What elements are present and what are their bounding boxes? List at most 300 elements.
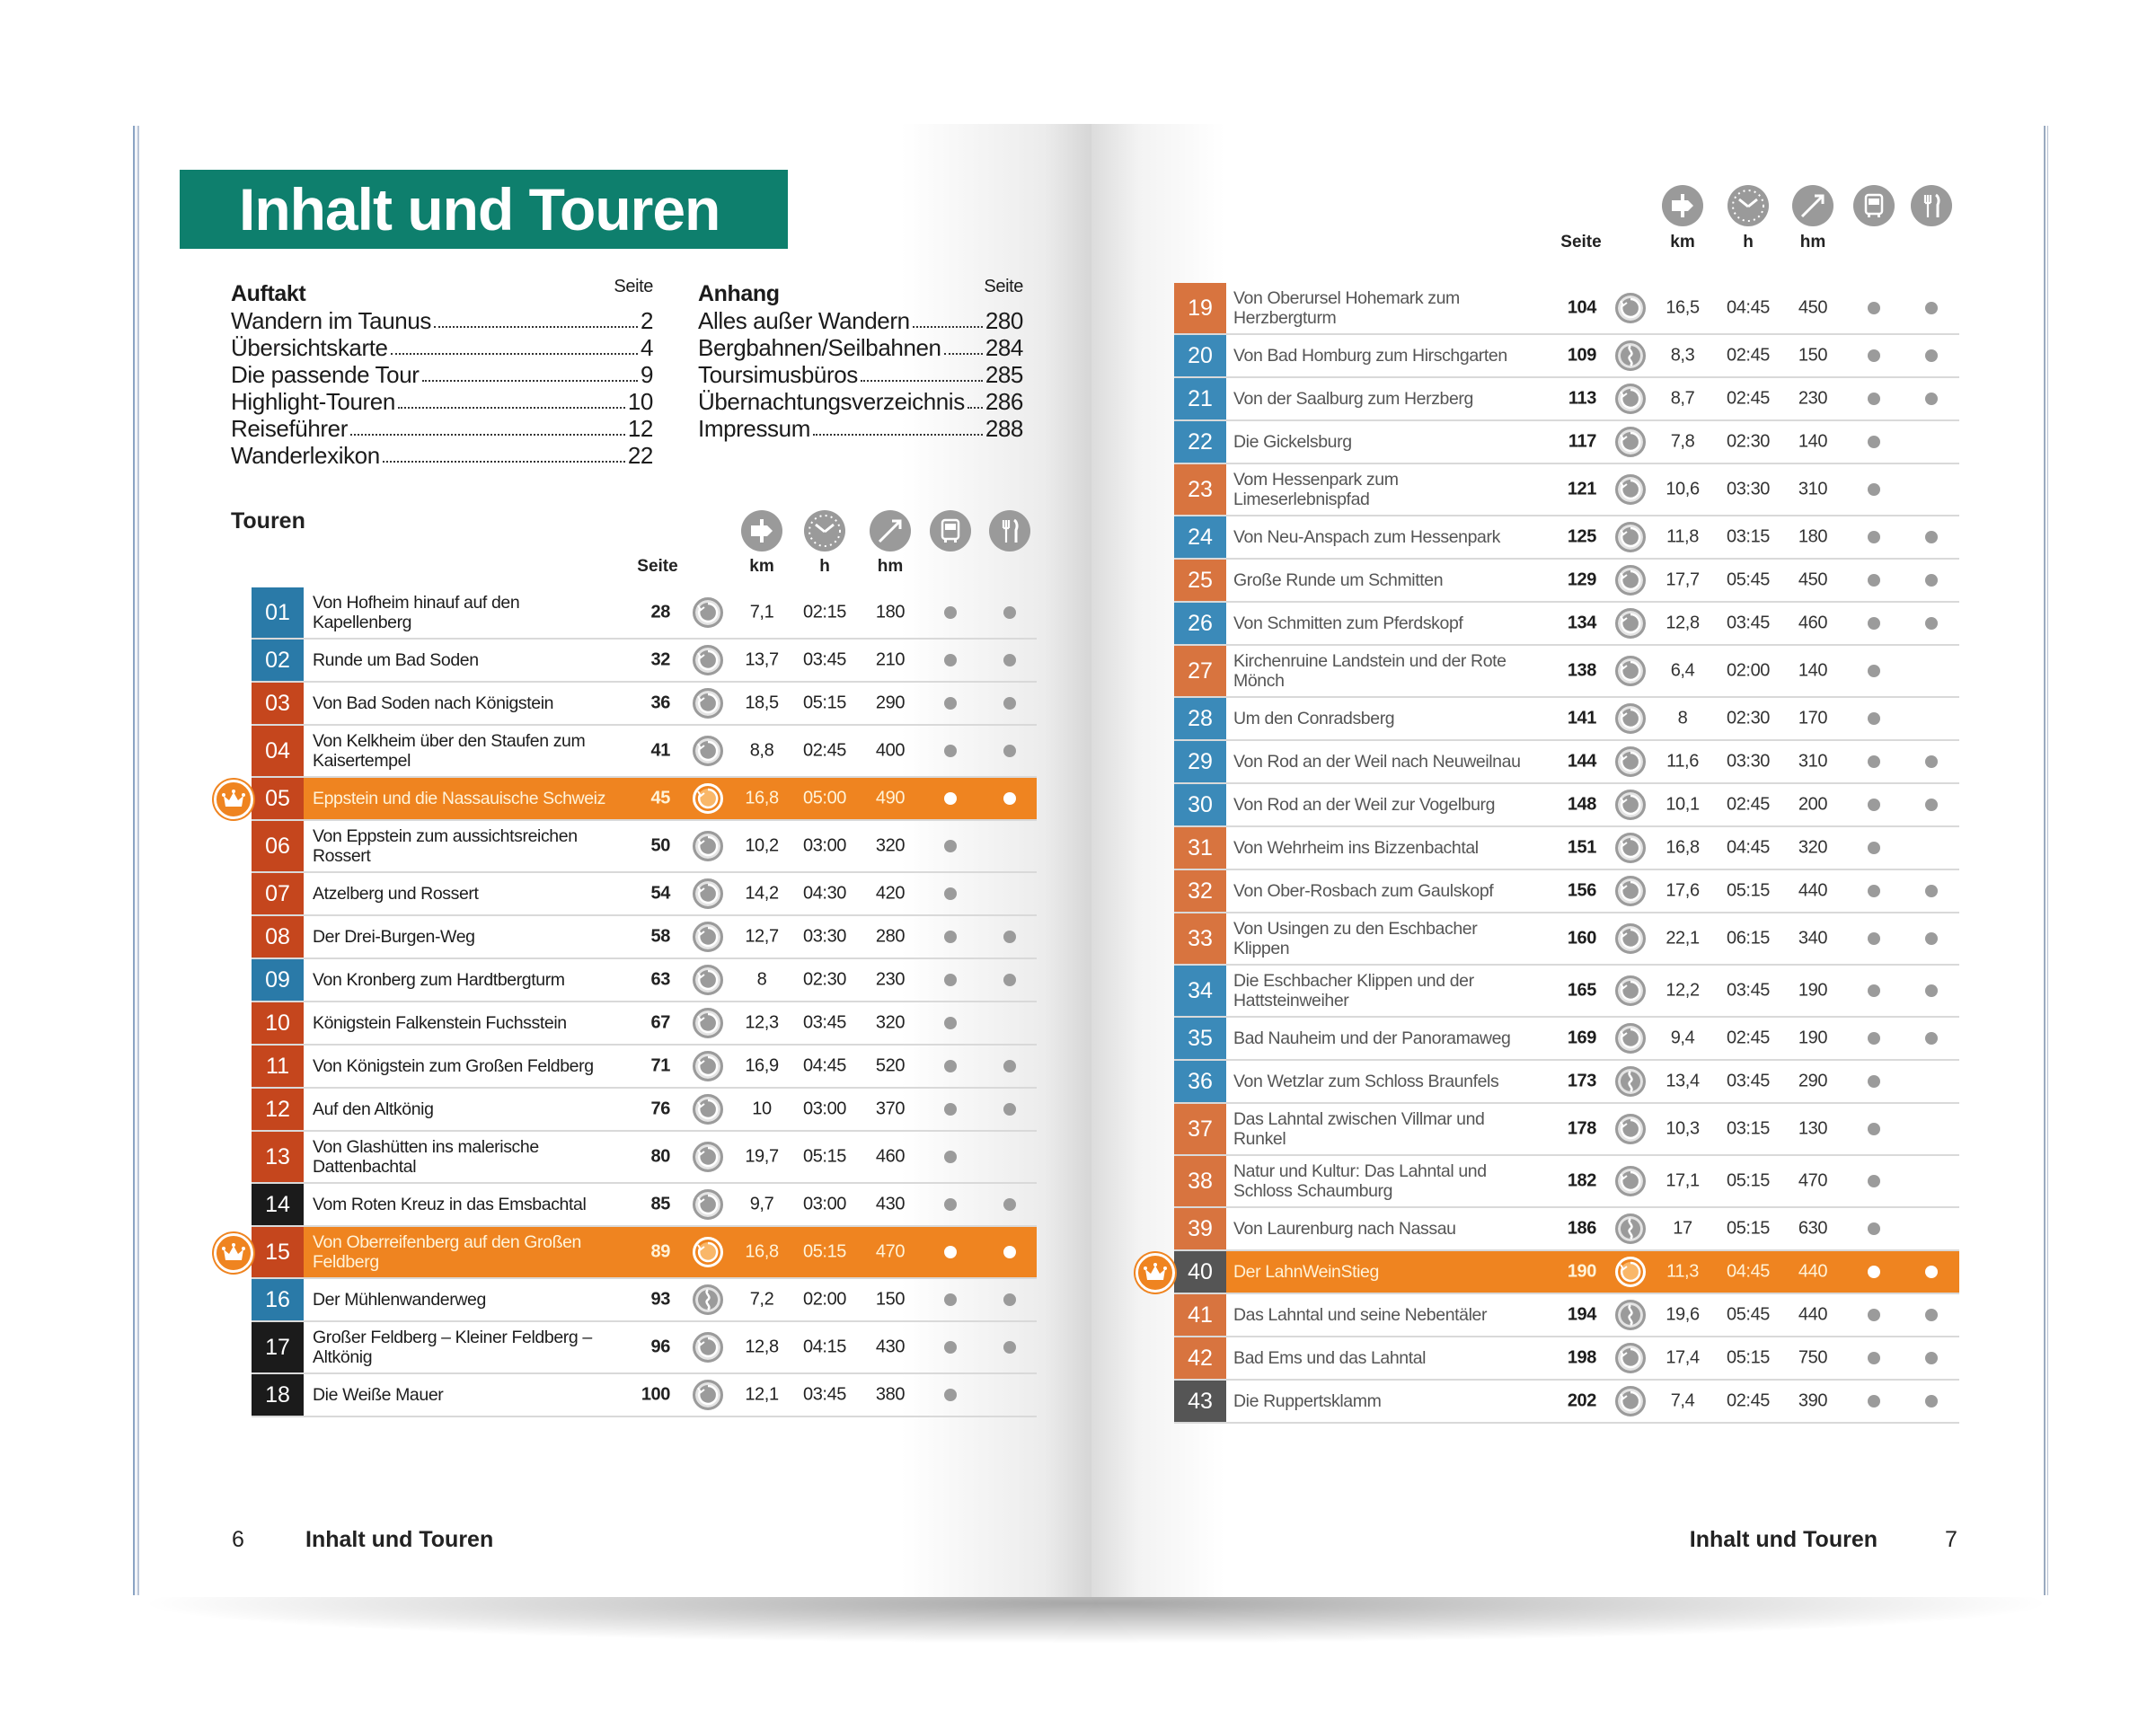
tour-ascent: 440 — [1798, 1261, 1828, 1282]
tour-row[interactable] — [1174, 1251, 1959, 1294]
tour-name[interactable] — [1233, 795, 1495, 815]
toc-entry[interactable] — [698, 307, 1023, 334]
tour-name[interactable] — [1233, 470, 1399, 509]
tour-name[interactable] — [1233, 432, 1352, 452]
one-way-route-icon — [1615, 1213, 1646, 1244]
tour-page: 202 — [1567, 1390, 1596, 1411]
tour-name[interactable] — [1233, 527, 1500, 547]
tour-name[interactable] — [1233, 1348, 1426, 1368]
tour-duration: 05:15 — [1726, 1170, 1771, 1191]
tour-name-line: Bad Nauheim und der Panoramaweg — [1233, 1028, 1511, 1048]
tour-name-line: Von Ober-Rosbach zum Gaulskopf — [1233, 881, 1494, 901]
toc-entry-page: 12 — [627, 415, 653, 442]
tour-duration: 03:30 — [802, 926, 847, 947]
bus-icon — [930, 510, 971, 552]
tour-km: 16,8 — [1666, 837, 1700, 858]
tour-number: 33 — [1174, 913, 1226, 964]
tour-name-line: Von Neu-Anspach zum Hessenpark — [1233, 527, 1500, 547]
tour-km: 12,8 — [1666, 613, 1700, 633]
tour-number: 06 — [252, 821, 304, 871]
toc-entry[interactable] — [698, 334, 1023, 361]
food-available-dot — [1925, 302, 1938, 314]
tour-name[interactable] — [313, 1385, 443, 1405]
tour-page: 50 — [650, 835, 670, 856]
tour-row[interactable] — [1174, 1104, 1959, 1156]
tour-name-line: Von Kronberg zum Hardtbergturm — [313, 970, 565, 990]
tour-duration: 02:45 — [1726, 1028, 1771, 1048]
tour-page: 190 — [1567, 1261, 1596, 1282]
toc-entry-page: 22 — [627, 442, 653, 469]
highlight-crown-icon — [1135, 1253, 1175, 1293]
tour-name[interactable] — [1233, 346, 1507, 366]
tour-name-line: Klippen — [1233, 939, 1290, 958]
bus-available-dot — [944, 1017, 957, 1029]
tour-number: 27 — [1174, 646, 1226, 696]
tour-duration: 03:45 — [802, 1384, 847, 1405]
tour-row[interactable] — [1174, 784, 1959, 827]
toc-entry[interactable] — [698, 388, 1023, 415]
tour-row[interactable] — [1174, 1156, 1959, 1208]
tour-ascent: 140 — [1798, 660, 1828, 681]
tour-name[interactable] — [1233, 651, 1507, 691]
tour-page: 151 — [1567, 837, 1596, 858]
ascent-arrow-icon — [870, 510, 911, 552]
tour-km: 17,7 — [1666, 569, 1700, 590]
tour-name[interactable] — [1233, 919, 1477, 958]
tour-ascent: 150 — [875, 1289, 906, 1310]
tour-page: 121 — [1567, 479, 1596, 499]
tour-ascent: 450 — [1798, 569, 1828, 590]
tour-row[interactable] — [1174, 827, 1959, 870]
tour-name[interactable] — [313, 1056, 594, 1076]
tour-km: 10,2 — [745, 835, 779, 856]
food-available-dot — [1925, 755, 1938, 768]
tour-ascent: 340 — [1798, 928, 1828, 949]
food-available-dot — [1003, 1246, 1016, 1258]
tour-ascent: 170 — [1798, 708, 1828, 728]
food-available-dot — [1003, 1341, 1016, 1354]
bus-available-dot — [1868, 885, 1880, 897]
tour-page: 100 — [641, 1384, 670, 1405]
tour-name[interactable] — [1233, 1161, 1487, 1201]
tour-page: 160 — [1567, 928, 1596, 949]
tour-name[interactable] — [1233, 709, 1394, 728]
tour-km: 17,1 — [1666, 1170, 1700, 1191]
tour-name-line: Von Oberursel Hohemark zum — [1233, 288, 1460, 308]
tour-page: 28 — [650, 602, 670, 622]
tour-name-line: Hattsteinweiher — [1233, 991, 1349, 1010]
dot-leader — [813, 415, 983, 436]
tour-row[interactable] — [1174, 335, 1959, 378]
tour-duration: 02:45 — [1726, 1390, 1771, 1411]
one-way-route-icon — [693, 1284, 723, 1315]
tour-row[interactable] — [252, 959, 1037, 1002]
tour-row[interactable] — [1174, 283, 1959, 335]
food-available-dot — [1003, 606, 1016, 619]
tour-ascent: 190 — [1798, 980, 1828, 1001]
page-number-left: 6 — [232, 1527, 244, 1552]
round-trip-icon — [1615, 565, 1646, 596]
tour-name[interactable] — [1233, 752, 1521, 772]
tour-duration: 05:15 — [802, 693, 847, 713]
tour-number: 08 — [252, 916, 304, 957]
tour-km: 12,7 — [745, 926, 779, 947]
tour-row[interactable] — [1174, 741, 1959, 784]
tour-row[interactable] — [252, 1002, 1037, 1046]
tour-name[interactable] — [313, 1232, 581, 1272]
tour-number: 37 — [1174, 1104, 1226, 1154]
tour-name[interactable] — [1233, 971, 1474, 1010]
tour-row[interactable] — [1174, 966, 1959, 1018]
tour-page: 96 — [650, 1337, 670, 1357]
toc-seite-label: Seite — [984, 277, 1023, 296]
tour-ascent: 290 — [875, 693, 906, 713]
bus-available-dot — [1868, 799, 1880, 811]
tour-name-line: Kirchenruine Landstein und der Rote — [1233, 651, 1507, 671]
tour-row[interactable] — [1174, 1208, 1959, 1251]
tour-page: 113 — [1568, 388, 1596, 409]
tour-page: 104 — [1567, 297, 1596, 318]
tour-name-line: Von Oberreifenberg auf den Großen — [313, 1232, 582, 1252]
toc-entry[interactable] — [231, 334, 653, 361]
toc-entry-label: Die passende Tour — [231, 361, 420, 388]
tour-row[interactable] — [252, 587, 1037, 640]
tour-name-line: Von Bad Homburg zum Hirschgarten — [1233, 346, 1507, 366]
dot-leader — [913, 307, 983, 328]
bus-available-dot — [944, 887, 957, 900]
tour-name[interactable] — [313, 1137, 539, 1177]
tour-name-line: Dattenbachtal — [313, 1157, 417, 1177]
tour-name[interactable] — [313, 826, 578, 866]
tour-duration: 03:15 — [1726, 1118, 1771, 1139]
tour-km: 7,4 — [1670, 1390, 1695, 1411]
tour-name[interactable] — [1233, 838, 1479, 858]
tour-duration: 05:15 — [1726, 1218, 1771, 1239]
tour-number: 11 — [252, 1046, 304, 1087]
one-way-route-icon — [1615, 340, 1646, 371]
tour-row[interactable] — [1174, 913, 1959, 966]
tour-km: 16,8 — [745, 788, 779, 808]
tour-row[interactable] — [252, 683, 1037, 726]
tour-number: 13 — [252, 1132, 304, 1182]
tour-row[interactable] — [252, 1227, 1037, 1279]
tour-name[interactable] — [1233, 881, 1493, 901]
tour-ascent: 130 — [1798, 1118, 1828, 1139]
tour-row[interactable] — [252, 726, 1037, 778]
tour-km: 10,1 — [1666, 794, 1700, 815]
round-trip-icon — [693, 1008, 723, 1038]
tour-duration: 02:00 — [802, 1289, 847, 1310]
tour-duration: 04:30 — [802, 883, 847, 904]
tour-name[interactable] — [313, 650, 479, 670]
tour-row[interactable] — [252, 821, 1037, 873]
tour-row[interactable] — [1174, 646, 1959, 698]
bus-available-dot — [944, 931, 957, 943]
tour-row[interactable] — [252, 873, 1037, 916]
tour-name[interactable] — [313, 731, 585, 771]
toc-entry[interactable] — [231, 361, 653, 388]
tour-km: 10,6 — [1666, 479, 1700, 499]
tour-name[interactable] — [313, 1290, 486, 1310]
tour-name[interactable] — [313, 1328, 592, 1367]
tour-km: 8 — [756, 969, 767, 990]
round-trip-icon — [1615, 1114, 1646, 1144]
tour-duration: 02:00 — [1726, 660, 1771, 681]
tour-duration: 05:00 — [802, 788, 847, 808]
tour-ascent: 440 — [1798, 1304, 1828, 1325]
tour-ascent: 320 — [875, 1012, 906, 1033]
tour-number: 30 — [1174, 784, 1226, 825]
round-trip-icon — [693, 645, 723, 675]
tour-page: 165 — [1567, 980, 1596, 1001]
food-available-dot — [1003, 792, 1016, 805]
tour-page: 141 — [1567, 708, 1596, 728]
bus-available-dot — [944, 1060, 957, 1072]
tour-row[interactable] — [1174, 464, 1959, 516]
bus-available-dot — [1868, 932, 1880, 945]
tour-name-line: Von Schmitten zum Pferdskopf — [1233, 613, 1463, 633]
tour-page: 45 — [650, 788, 670, 808]
tour-duration: 02:30 — [1726, 708, 1771, 728]
round-trip-icon — [1615, 522, 1646, 552]
tour-name[interactable] — [1233, 1072, 1498, 1091]
tour-name-line: Feldberg — [313, 1252, 379, 1272]
dot-leader — [383, 442, 625, 463]
food-available-dot — [1925, 1032, 1938, 1045]
tour-row[interactable] — [1174, 870, 1959, 913]
tour-page: 125 — [1567, 526, 1596, 547]
tour-name[interactable] — [1233, 1028, 1510, 1048]
tour-duration: 05:15 — [1726, 880, 1771, 901]
tour-number: 40 — [1174, 1251, 1226, 1293]
round-trip-icon — [1615, 656, 1646, 686]
toc-entry-page: 9 — [640, 361, 653, 388]
tour-name-line: Von Laurenburg nach Nassau — [1233, 1219, 1456, 1239]
tour-name[interactable] — [1233, 1305, 1487, 1325]
tour-name-line: Kapellenberg — [313, 613, 412, 632]
bus-available-dot — [944, 792, 957, 805]
tour-row[interactable] — [1174, 1381, 1959, 1424]
toc-entry-page: 288 — [985, 415, 1023, 442]
column-header-hm: hm — [1799, 233, 1826, 252]
bus-available-dot — [1868, 483, 1880, 496]
round-trip-icon — [693, 878, 723, 909]
bus-available-dot — [944, 1103, 957, 1116]
tour-ascent: 430 — [875, 1337, 906, 1357]
page-number-right: 7 — [1945, 1527, 1957, 1552]
round-trip-icon — [1615, 1257, 1646, 1287]
tour-row[interactable] — [252, 1322, 1037, 1374]
tour-km: 17,4 — [1666, 1347, 1700, 1368]
tour-row[interactable] — [252, 1374, 1037, 1417]
tour-row[interactable] — [1174, 603, 1959, 646]
toc-entry-page: 10 — [627, 388, 653, 415]
tour-km: 12,2 — [1666, 980, 1700, 1001]
tour-name-line: Von Rod an der Weil nach Neuweilnau — [1233, 752, 1521, 772]
tour-row[interactable] — [1174, 1337, 1959, 1381]
tour-row[interactable] — [252, 640, 1037, 683]
tour-row[interactable] — [1174, 1294, 1959, 1337]
toc-entry-label: Reiseführer — [231, 415, 348, 442]
tour-duration: 03:45 — [1726, 613, 1771, 633]
tour-row[interactable] — [252, 778, 1037, 821]
tour-km: 13,4 — [1666, 1071, 1700, 1091]
tour-name-line: Von Rod an der Weil zur Vogelburg — [1233, 795, 1496, 815]
tour-name[interactable] — [313, 927, 475, 947]
food-available-dot — [1003, 1198, 1016, 1211]
toc-entry-label: Toursimusbüros — [698, 361, 858, 388]
tour-name[interactable] — [1233, 1262, 1379, 1282]
tour-row[interactable] — [1174, 698, 1959, 741]
bus-available-dot — [1868, 1266, 1880, 1278]
tour-page: 169 — [1567, 1028, 1596, 1048]
tour-number: 32 — [1174, 870, 1226, 912]
tour-name[interactable] — [1233, 288, 1460, 328]
tour-page: 186 — [1567, 1218, 1596, 1239]
bus-available-dot — [944, 1341, 957, 1354]
food-available-dot — [1003, 1060, 1016, 1072]
toc-entry-page: 286 — [985, 388, 1023, 415]
tour-ascent: 310 — [1798, 479, 1828, 499]
tour-row[interactable] — [1174, 421, 1959, 464]
column-header-hm: hm — [877, 557, 904, 576]
tour-duration: 05:15 — [802, 1241, 847, 1262]
tour-number: 23 — [1174, 464, 1226, 515]
food-available-dot — [1003, 974, 1016, 986]
tour-name-line: Bad Ems und das Lahntal — [1233, 1348, 1427, 1368]
tour-name[interactable] — [313, 1013, 567, 1033]
tour-ascent: 490 — [875, 788, 906, 808]
bus-available-dot — [1868, 393, 1880, 405]
toc-entry-page: 284 — [985, 334, 1023, 361]
tour-page: 71 — [650, 1055, 670, 1076]
food-available-dot — [1925, 617, 1938, 630]
food-available-dot — [1925, 799, 1938, 811]
clock-icon — [1727, 185, 1769, 226]
round-trip-icon — [693, 1051, 723, 1081]
toc-entry-page: 285 — [985, 361, 1023, 388]
bus-available-dot — [1868, 617, 1880, 630]
tour-page: 93 — [650, 1289, 670, 1310]
toc-entry[interactable] — [698, 361, 1023, 388]
tour-table-right — [1174, 283, 1959, 1424]
tour-row[interactable] — [1174, 1061, 1959, 1104]
tour-name[interactable] — [1233, 1219, 1456, 1239]
round-trip-icon — [1615, 384, 1646, 414]
tour-number: 39 — [1174, 1208, 1226, 1249]
tour-name-line: Auf den Altkönig — [313, 1099, 434, 1119]
tour-page: 85 — [650, 1194, 670, 1214]
tour-row[interactable] — [252, 916, 1037, 959]
tour-name[interactable] — [1233, 1391, 1381, 1411]
toc-entry-page: 4 — [640, 334, 653, 361]
toc-entry[interactable] — [698, 415, 1023, 442]
tour-number: 15 — [252, 1227, 304, 1277]
tour-row[interactable] — [252, 1089, 1037, 1132]
tour-name[interactable] — [313, 1099, 434, 1119]
tour-name[interactable] — [313, 970, 565, 990]
tour-duration: 06:15 — [1726, 928, 1771, 949]
tour-km: 19,7 — [745, 1146, 779, 1167]
tour-duration: 02:45 — [802, 740, 847, 761]
tour-name[interactable] — [313, 593, 519, 632]
toc-entry[interactable] — [231, 307, 653, 334]
tour-name[interactable] — [1233, 389, 1473, 409]
tour-name-line: Schloss Schaumburg — [1233, 1181, 1393, 1201]
tour-name[interactable] — [313, 884, 479, 904]
tour-row[interactable] — [252, 1132, 1037, 1184]
bus-available-dot — [1868, 712, 1880, 725]
tour-km: 8,8 — [749, 740, 774, 761]
tour-km: 9,4 — [1670, 1028, 1695, 1048]
tour-name-line: Von der Saalburg zum Herzberg — [1233, 389, 1473, 409]
tour-km: 10,3 — [1666, 1118, 1700, 1139]
tour-name[interactable] — [1233, 570, 1443, 590]
tour-name-line: Große Runde um Schmitten — [1233, 570, 1444, 590]
tour-row[interactable] — [252, 1184, 1037, 1227]
food-available-dot — [1003, 697, 1016, 710]
tour-number: 04 — [252, 726, 304, 776]
tour-number: 01 — [252, 587, 304, 638]
round-trip-icon — [1615, 876, 1646, 906]
tour-name[interactable] — [313, 789, 605, 808]
tour-row[interactable] — [252, 1046, 1037, 1089]
bus-available-dot — [1868, 349, 1880, 362]
toc-entry[interactable] — [231, 442, 653, 469]
tour-ascent: 390 — [1798, 1390, 1828, 1411]
tour-km: 12,8 — [745, 1337, 779, 1357]
tour-page: 129 — [1567, 569, 1596, 590]
tour-row[interactable] — [1174, 1018, 1959, 1061]
tour-row[interactable] — [252, 1279, 1037, 1322]
tour-km: 6,4 — [1670, 660, 1695, 681]
toc-entry-label: Übernachtungsverzeichnis — [698, 388, 965, 415]
tour-ascent: 200 — [1798, 794, 1828, 815]
bus-available-dot — [1868, 302, 1880, 314]
tour-number: 12 — [252, 1089, 304, 1130]
bus-available-dot — [1868, 1352, 1880, 1364]
round-trip-icon — [1615, 790, 1646, 820]
tour-km: 16,8 — [745, 1241, 779, 1262]
tour-name-line: Königstein Falkenstein Fuchsstein — [313, 1013, 567, 1033]
bus-available-dot — [944, 974, 957, 986]
tour-name[interactable] — [1233, 1109, 1485, 1149]
tour-name[interactable] — [1233, 613, 1462, 633]
tour-number: 29 — [1174, 741, 1226, 782]
tour-number: 05 — [252, 778, 304, 819]
tour-row[interactable] — [1174, 516, 1959, 560]
tour-name[interactable] — [313, 1195, 586, 1214]
tour-number: 31 — [1174, 827, 1226, 869]
tour-page: 76 — [650, 1099, 670, 1119]
round-trip-icon — [1615, 1166, 1646, 1196]
tour-name[interactable] — [313, 693, 553, 713]
tour-km: 11,6 — [1666, 751, 1699, 772]
bus-available-dot — [944, 1151, 957, 1163]
toc-entry[interactable] — [231, 415, 653, 442]
bus-available-dot — [1868, 1032, 1880, 1045]
round-trip-icon — [693, 1332, 723, 1363]
tour-row[interactable] — [1174, 560, 1959, 603]
tour-row[interactable] — [1174, 378, 1959, 421]
food-available-dot — [1003, 654, 1016, 666]
tour-name-line: Von Bad Soden nach Königstein — [313, 693, 554, 713]
tour-km: 12,3 — [745, 1012, 779, 1033]
tour-duration: 04:45 — [802, 1055, 847, 1076]
tour-ascent: 230 — [875, 969, 906, 990]
toc-entry[interactable] — [231, 388, 653, 415]
tour-page: 54 — [650, 883, 670, 904]
